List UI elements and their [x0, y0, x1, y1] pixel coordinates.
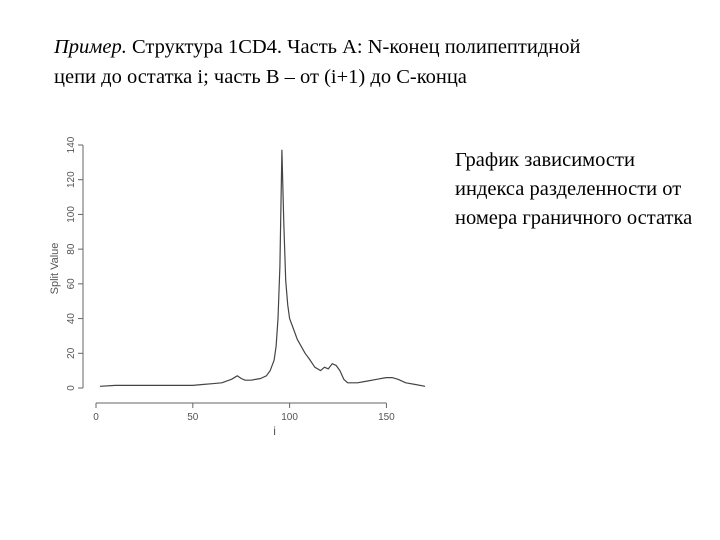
y-tick-label: 20 [66, 347, 77, 359]
x-tick-label: 100 [281, 412, 298, 423]
y-tick-label: 100 [66, 206, 77, 223]
y-tick-label: 120 [66, 171, 77, 189]
y-tick-label: 40 [66, 313, 77, 325]
plot-area [100, 150, 425, 386]
y-axis [66, 136, 83, 391]
chart-caption: График зависимости индекса разделенности от номера граничного остатка [455, 149, 693, 229]
heading-line2: цепи до остатка i; часть B – от (i+1) до C-конца [54, 66, 467, 88]
x-tick-label: 50 [187, 412, 199, 423]
x-tick-label: 150 [378, 412, 395, 423]
y-tick-label: 140 [66, 136, 77, 154]
y-tick-label: 60 [66, 278, 77, 290]
heading-lead: Пример. [54, 36, 127, 58]
y-tick-label: 80 [66, 243, 77, 255]
series-line [100, 150, 425, 386]
y-axis-label: Split Value [49, 242, 61, 295]
x-axis-label: i [273, 424, 276, 438]
y-tick-label: 0 [66, 385, 77, 391]
split-value-chart [40, 130, 450, 440]
heading-line1: Структура 1CD4. Часть A: N-конец полипептидной [126, 36, 581, 58]
slide-heading [54, 32, 694, 92]
x-tick-label: 0 [93, 412, 99, 423]
x-axis [93, 403, 395, 423]
